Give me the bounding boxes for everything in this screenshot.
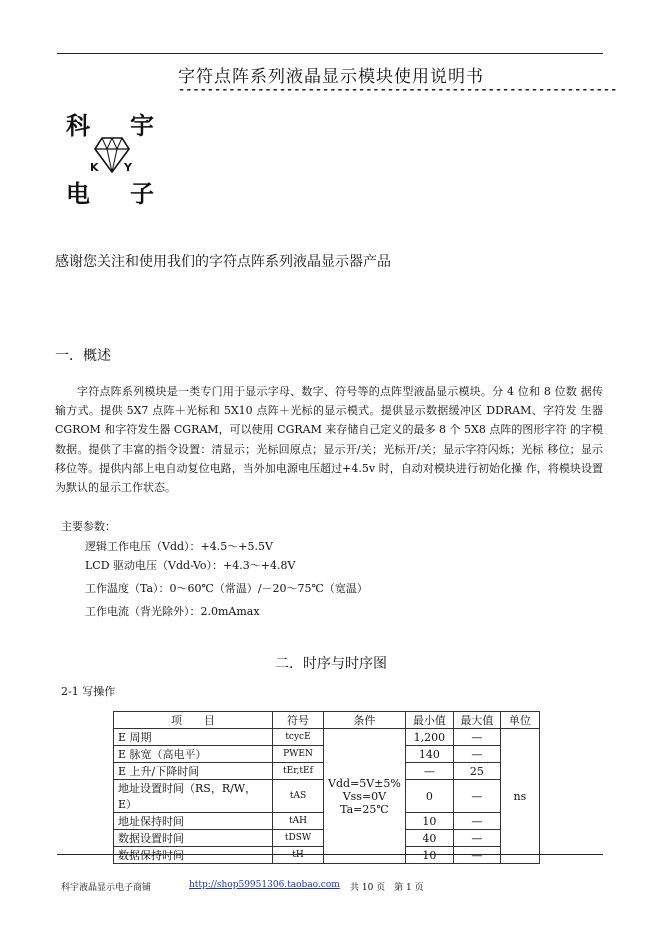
logo-letter-y: Y <box>124 161 132 174</box>
timing-table <box>113 711 540 864</box>
cell-max: — <box>453 729 500 746</box>
cell-max: — <box>453 746 500 763</box>
table-row <box>114 729 540 746</box>
cell-item: E 脉宽（高电平） <box>114 746 273 763</box>
cell-min: 40 <box>405 830 453 847</box>
cell-symbol: tDSW <box>273 830 324 847</box>
document-title: 字符点阵系列液晶显示模块使用说明书 <box>178 67 484 87</box>
section-2-heading: 二．时序与时序图 <box>275 656 387 672</box>
condition-ta: Ta=25℃ <box>340 802 389 816</box>
section-1-heading: 一．概述 <box>55 348 111 364</box>
cell-max: — <box>453 780 500 813</box>
param-lcd-voltage: LCD 驱动电压（Vdd-Vo）：+4.3～+4.8V <box>85 559 296 572</box>
cell-max: 25 <box>453 763 500 780</box>
param-temperature: 工作温度（Ta）：0～60℃（常温）/－20～75℃（宽温） <box>85 582 368 595</box>
col-header-max: 最大值 <box>453 712 500 729</box>
col-header-symbol: 符号 <box>273 712 324 729</box>
footer-page-count: 共 10 页 第 1 页 <box>350 883 424 893</box>
col-header-unit: 单位 <box>500 712 539 729</box>
thanks-heading: 感谢您关注和使用我们的字符点阵系列液晶显示器产品 <box>55 254 391 270</box>
cell-symbol: tH <box>273 847 324 864</box>
company-logo <box>62 104 162 208</box>
param-current: 工作电流（背光除外）：2.0mAmax <box>85 605 260 618</box>
cell-item: 数据设置时间 <box>114 830 273 847</box>
top-rule <box>57 53 603 54</box>
param-logic-voltage: 逻辑工作电压（Vdd）：+4.5～+5.5V <box>85 540 273 553</box>
cell-max: — <box>453 813 500 830</box>
footer-shop-link[interactable]: http://shop59951306.taobao.com <box>189 880 340 890</box>
params-heading: 主要参数： <box>61 520 116 533</box>
cell-min: 10 <box>405 813 453 830</box>
col-header-condition: 条件 <box>324 712 406 729</box>
logo-char-4: 子 <box>130 180 154 208</box>
col-header-min: 最小值 <box>405 712 453 729</box>
overview-paragraph <box>55 382 603 497</box>
cell-max: — <box>453 847 500 864</box>
overview-text: 字符点阵系列模块是一类专门用于显示字母、数字、符号等的点阵型液晶显示模块。分 4 位和 8 位数 据传输方式。提供 5X7 点阵＋光标和 5X10 点阵＋光标的显示模式。提供显示数据缓冲区 DDRAM、字符发 生器 CGROM 和字符发生器 CGRAM，可以使用 CGRAM 来存储自己定义的最多 8 个 5X8 点阵的图形字符 的字模数据。提供了丰富的指令设置：清显示；光标回原点；显示开/关；光标开/关；显示字符闪烁；光标 移位；显示移位等。提供内部上电自动复位电路，当外加电源电压超过+4.5v 时，自动对模块进行初始化操 作，将模块设置为默认的显示工作状态。 <box>55 385 603 495</box>
table-header-row <box>114 712 540 729</box>
cell-min: — <box>405 763 453 780</box>
cell-min: 140 <box>405 746 453 763</box>
cell-item: 地址保持时间 <box>114 813 273 830</box>
cell-symbol: tcycE <box>273 729 324 746</box>
cell-max: — <box>453 830 500 847</box>
condition-vss: Vss=0V <box>342 789 387 803</box>
cell-item: E 周期 <box>114 729 273 746</box>
bottom-rule <box>57 854 603 855</box>
logo-letter-k: K <box>90 161 99 174</box>
cell-symbol: tAS <box>273 780 324 813</box>
cell-symbol: PWEN <box>273 746 324 763</box>
cell-unit: ns <box>500 729 539 864</box>
footer-shop-name: 科宇液晶显示电子商铺 <box>61 883 152 893</box>
logo-char-3: 电 <box>66 180 90 208</box>
cell-item: 地址设置时间（RS，R/W，E） <box>114 780 273 813</box>
subsection-write: 2-1 写操作 <box>61 685 116 698</box>
logo-char-2: 宇 <box>130 112 154 140</box>
col-header-item: 项 目 <box>114 712 273 729</box>
cell-min: 10 <box>405 847 453 864</box>
cell-symbol: tEr,tEf <box>273 763 324 780</box>
cell-condition <box>324 729 406 864</box>
condition-vdd: Vdd=5V±5% <box>328 776 401 790</box>
cell-item: 数据保持时间 <box>114 847 273 864</box>
cell-min: 0 <box>405 780 453 813</box>
cell-min: 1,200 <box>405 729 453 746</box>
logo-char-1: 科 <box>66 112 90 140</box>
cell-symbol: tAH <box>273 813 324 830</box>
diamond-icon <box>62 104 162 202</box>
title-underline-dashes: ------------------------------------------------------------- <box>178 83 618 97</box>
cell-item: E 上升/下降时间 <box>114 763 273 780</box>
